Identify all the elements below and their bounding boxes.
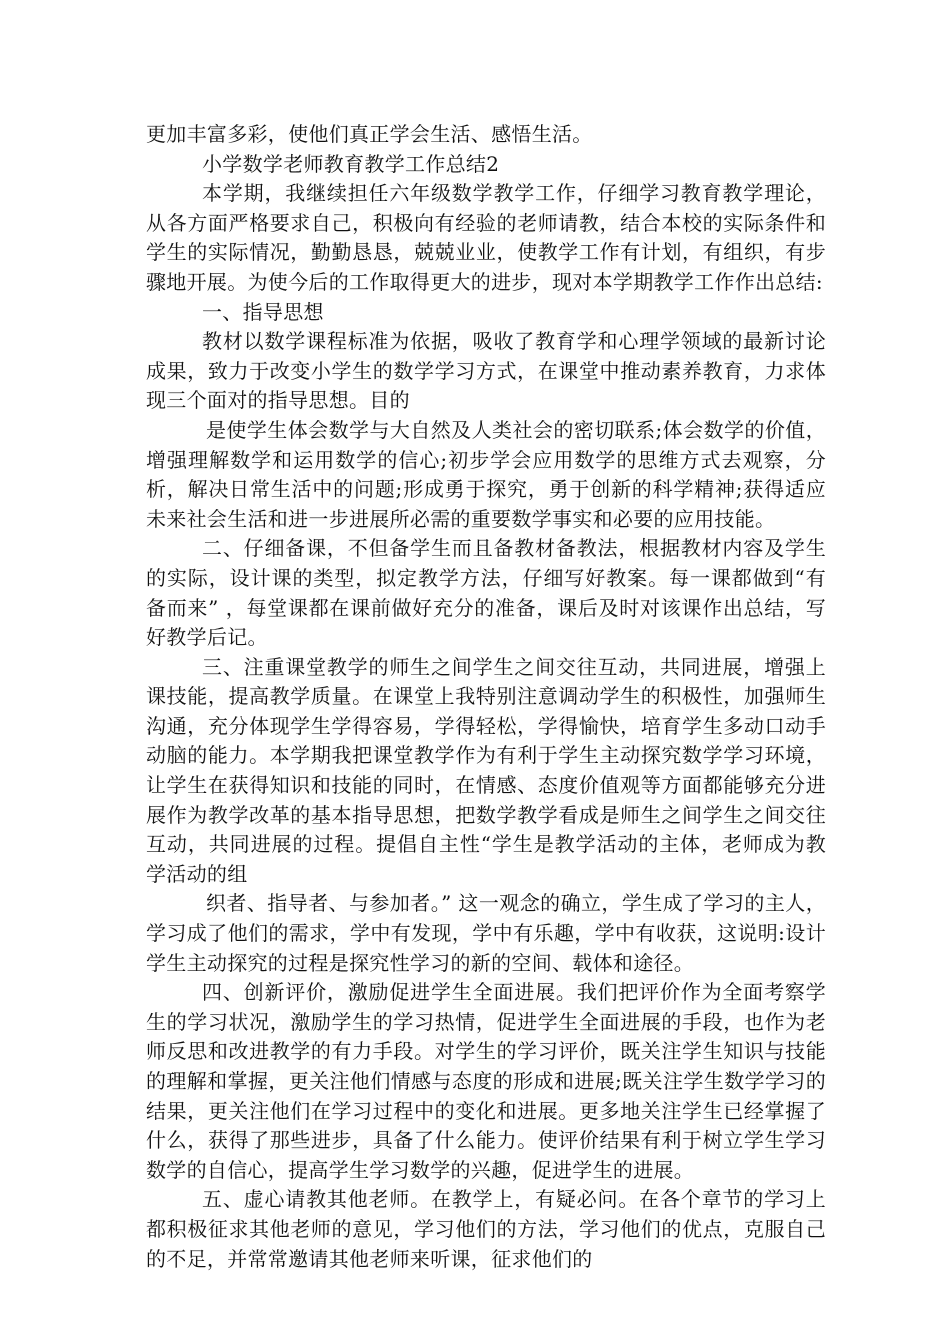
- section-title: 小学数学老师教育教学工作总结2: [202, 151, 500, 176]
- paragraph-textbook: 教材以数学课程标准为依据，吸收了教育学和心理学领域的最新讨论成果，致力于改变小学生的数学学习方式，在课堂中推动素养教育，力求体现三个面对的指导思想。目的: [146, 329, 826, 413]
- document-body: [146, 120, 826, 1274]
- paragraph-purpose: 是使学生体会数学与大自然及人类社会的密切联系;体会数学的价值，增强理解数学和运用数学的信心;初步学会应用数学的思维方式去观察，分析，解决日常生活中的问题;形成勇于探究，勇于创新的科学精神;获得适应未来社会生活和进一步进展所必需的重要数学事实和必要的应用技能。: [146, 417, 826, 531]
- paragraph-consult-teachers: 五、虚心请教其他老师。在教学上，有疑必问。在各个章节的学习上都积极征求其他老师的意见，学习他们的方法，学习他们的优点，克服自己的不足，并常常邀请其他老师来听课，征求他们的: [146, 1187, 826, 1271]
- paragraph-continuation: 更加丰富多彩，使他们真正学会生活、感悟生活。: [146, 122, 593, 146]
- paragraph-intro: 本学期，我继续担任六年级数学教学工作，仔细学习教育教学理论，从各方面严格要求自己，积极向有经验的老师请教，结合本校的实际条件和学生的实际情况，勤勤恳恳，兢兢业业，使教学工作有计划，有组织，有步骤地开展。为使今后的工作取得更大的进步，现对本学期教学工作作出总结:: [146, 181, 826, 294]
- paragraph-lesson-prep: 二、仔细备课，不但备学生而且备教材备教法，根据教材内容及学生的实际，设计课的类型，拟定教学方法，仔细写好教案。每一课都做到“有备而来” ，每堂课都在课前做好充分的准备，课后及时对该课作出总结，写好教学后记。: [146, 536, 826, 650]
- paragraph-classroom-teaching: 三、注重课堂教学的师生之间学生之间交往互动，共同进展，增强上课技能，提高教学质量。在课堂上我特别注意调动学生的积极性，加强师生沟通，充分体现学生学得容易，学得轻松，学得愉快，培育学生多动口动手动脑的能力。本学期我把课堂教学作为有利于学生主动探究数学学习环境，让学生在获得知识和技能的同时，在情感、态度价值观等方面都能够充分进展作为教学改革的基本指导思想，把数学教学看成是师生之间学生之间交往互动，共同进展的过程。提倡自主性“学生是教学活动的主体，老师成为教学活动的组: [146, 654, 826, 886]
- paragraph-student-role: 织者、指导者、与参加者。” 这一观念的确立，学生成了学习的主人，学习成了他们的需求，学中有发现，学中有乐趣，学中有收获，这说明:设计学生主动探究的过程是探究性学习的新的空间、载体和途径。: [146, 891, 826, 975]
- paragraph-evaluation: 四、创新评价，激励促进学生全面进展。我们把评价作为全面考察学生的学习状况，激励学生的学习热情，促进学生全面进展的手段，也作为老师反思和改进教学的有力手段。对学生的学习评价，既关注学生知识与技能的理解和掌握，更关注他们情感与态度的形成和进展;既关注学生数学学习的结果，更关注他们在学习过程中的变化和进展。更多地关注学生已经掌握了什么，获得了那些进步，具备了什么能力。使评价结果有利于树立学生学习数学的自信心，提高学生学习数学的兴趣，促进学生的进展。: [146, 980, 826, 1182]
- heading-guiding-idea: 一、指导思想: [202, 299, 324, 324]
